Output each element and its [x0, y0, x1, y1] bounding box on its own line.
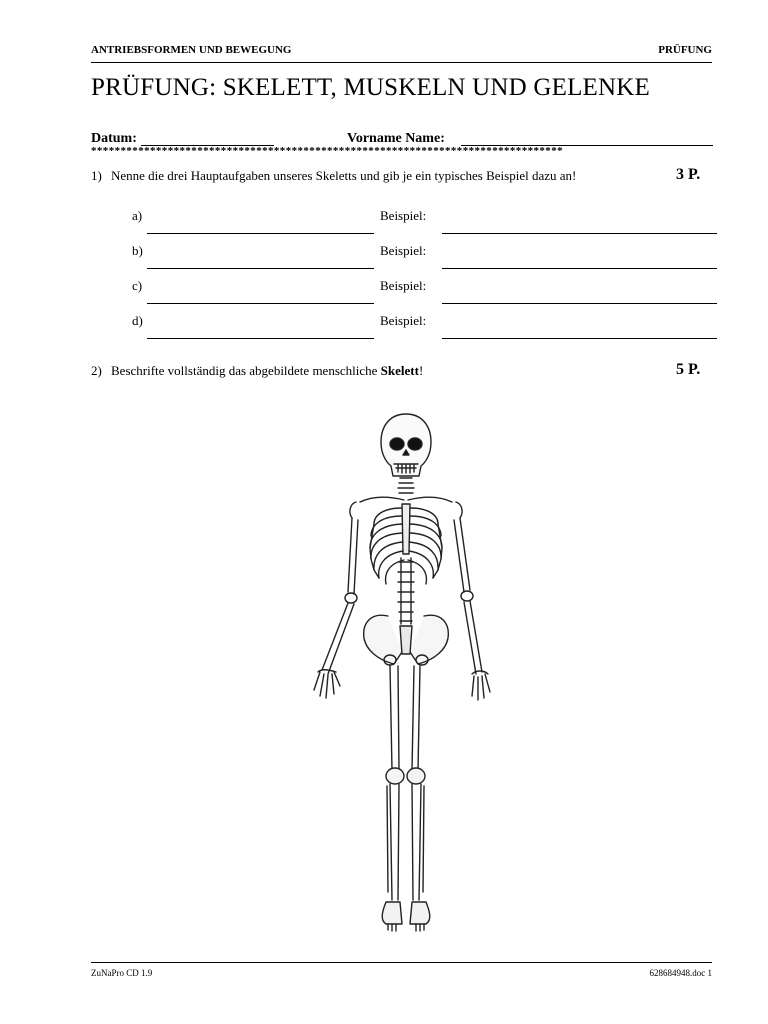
- answer-example-line[interactable]: [442, 268, 717, 269]
- answer-task-line[interactable]: [147, 233, 374, 234]
- example-label: Beispiel:: [380, 313, 427, 328]
- footer-right: 628684948.doc 1: [649, 968, 712, 978]
- question-2: [91, 363, 423, 379]
- answer-task-line[interactable]: [147, 338, 374, 339]
- page-title: PRÜFUNG: SKELETT, MUSKELN UND GELENKE: [91, 74, 650, 101]
- answer-label: d): [132, 313, 143, 328]
- footer-left: ZuNaPro CD 1.9: [91, 968, 153, 978]
- page-header: [91, 44, 712, 63]
- answer-label: c): [132, 278, 143, 293]
- separator-stars: ********************************************************************************: [91, 145, 563, 157]
- question-2-bold-word: Skelett: [380, 363, 419, 378]
- question-1: [91, 168, 576, 184]
- header-doc-type: PRÜFUNG: [658, 44, 712, 56]
- page-footer: [91, 962, 712, 983]
- question-2-text: Beschrifte vollständig das abgebildete menschliche: [111, 363, 381, 378]
- datum-field[interactable]: [141, 131, 274, 146]
- example-label: Beispiel:: [380, 243, 427, 258]
- question-2-number: 2): [91, 363, 102, 378]
- header-subject: ANTRIEBSFORMEN UND BEWEGUNG: [91, 44, 292, 56]
- example-label: Beispiel:: [380, 278, 427, 293]
- answer-task-line[interactable]: [147, 303, 374, 304]
- datum-label: Datum:: [91, 131, 137, 146]
- question-1-points: 3 P.: [676, 166, 701, 183]
- answer-label: a): [132, 208, 143, 223]
- question-1-number: 1): [91, 168, 102, 183]
- example-label: Beispiel:: [380, 208, 427, 223]
- question-2-points: 5 P.: [676, 361, 701, 378]
- question-2-text-end: !: [418, 363, 424, 378]
- answer-example-line[interactable]: [442, 233, 717, 234]
- name-field[interactable]: [461, 131, 713, 146]
- answer-task-line[interactable]: [147, 268, 374, 269]
- skeleton-illustration: [278, 392, 540, 940]
- answer-example-line[interactable]: [442, 303, 717, 304]
- answer-example-line[interactable]: [442, 338, 717, 339]
- answer-label: b): [132, 243, 143, 258]
- question-1-text: Nenne die drei Hauptaufgaben unseres Skeletts und gib je ein typisches Beispiel dazu an!: [111, 168, 577, 183]
- name-label: Vorname Name:: [347, 131, 445, 146]
